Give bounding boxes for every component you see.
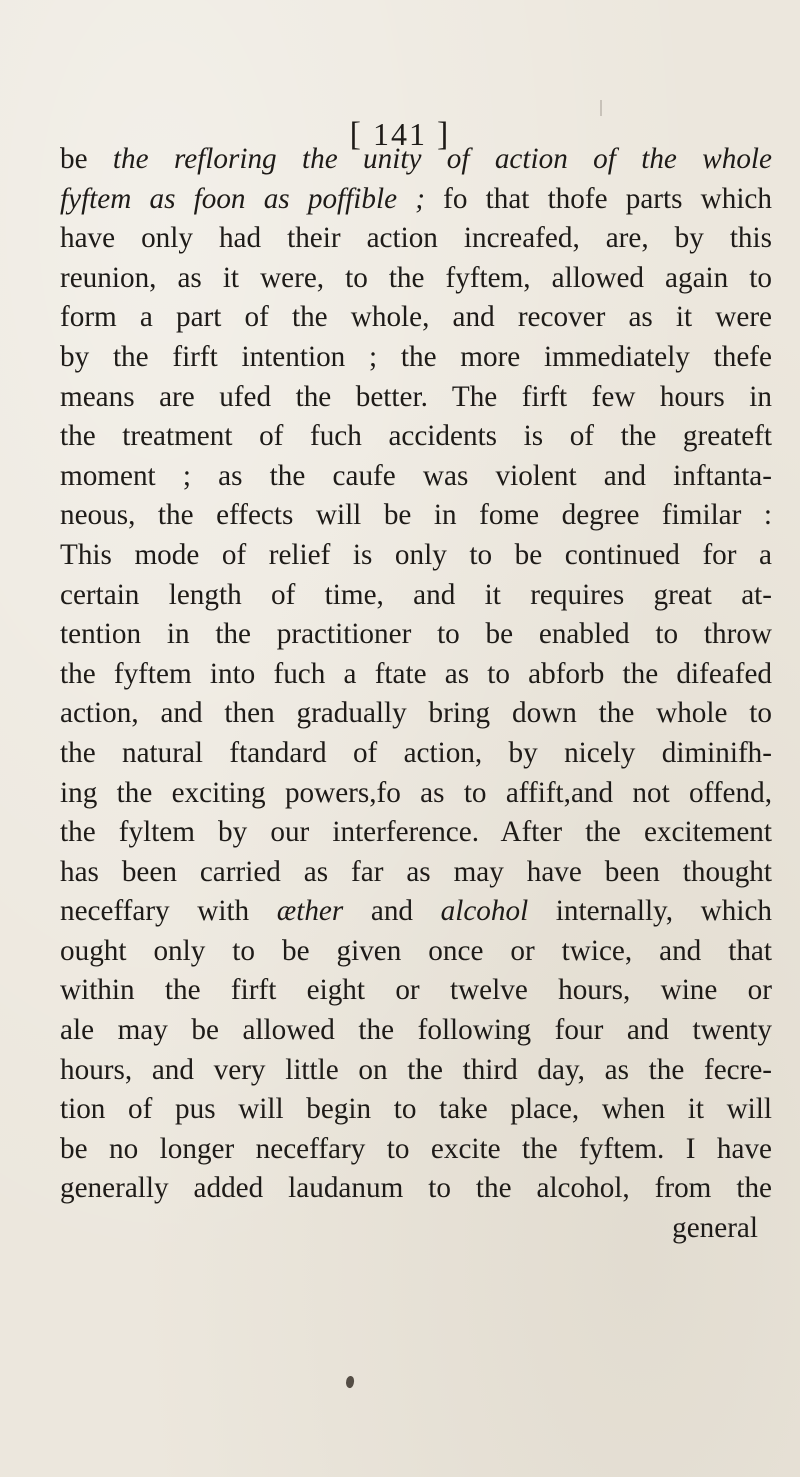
text-segment: This mode of relief is only to be continued for a: [60, 538, 772, 571]
text-segment: means are ufed the better. The firft few hours in: [60, 380, 772, 413]
text-segment: hours, and very little on the third day, as the fecre-: [60, 1053, 772, 1086]
text-segment: be: [60, 143, 113, 175]
text-segment: form a part of the whole, and recover as it were: [60, 301, 772, 334]
text-segment: internally, which: [528, 895, 772, 928]
text-segment: tion of pus will begin to take place, when it will: [60, 1093, 772, 1126]
text-segment: neceffary with: [60, 895, 277, 928]
text-segment: has been carried as far as may have been thought: [60, 855, 772, 888]
text-line: [60, 417, 772, 457]
text-line: [60, 180, 772, 220]
text-line: [60, 813, 772, 853]
text-line: [60, 615, 772, 655]
text-line: [60, 1169, 772, 1209]
text-segment: be no longer neceffary to excite the fyftem. I have: [60, 1132, 772, 1165]
text-line: [60, 892, 772, 932]
catchword: general: [672, 1212, 758, 1245]
text-segment: the fyftem into fuch a ftate as to abforb the difeafed: [60, 657, 772, 690]
text-line: [60, 1011, 772, 1051]
body-text: [60, 140, 772, 1249]
text-line: [60, 219, 772, 259]
text-line: [60, 734, 772, 774]
text-line: [60, 298, 772, 338]
paper-blemish: [600, 100, 602, 116]
text-segment: the treatment of fuch accidents is of the greateft: [60, 420, 772, 453]
text-segment: the natural ftandard of action, by nicely diminifh-: [60, 736, 772, 769]
text-segment: have only had their action increafed, are, by this: [60, 222, 772, 255]
page-number: 141: [373, 116, 427, 152]
text-segment: reunion, as it were, to the fyftem, allowed again to: [60, 261, 772, 294]
text-line: [60, 338, 772, 378]
text-segment: tention in the practitioner to be enabled to throw: [60, 618, 772, 651]
text-segment: certain length of time, and it requires great at-: [60, 578, 772, 611]
text-segment: ing the exciting powers,fo as to affift,and not offend,: [60, 776, 772, 809]
text-segment: and: [343, 895, 441, 928]
text-line: [60, 1051, 772, 1091]
italic-text: æther: [276, 895, 344, 928]
text-line: [60, 378, 772, 418]
ink-speck: [345, 1375, 356, 1389]
text-line: [60, 576, 772, 616]
italic-text: fyftem as foon as poffible ;: [60, 182, 425, 215]
text-line: [60, 457, 772, 497]
text-segment: generally added laudanum to the alcohol, from the: [60, 1172, 772, 1205]
italic-text: the refloring the unity of action of the whole: [112, 143, 772, 175]
italic-text: alcohol: [440, 895, 529, 928]
text-line: [60, 140, 772, 180]
text-segment: fo that thofe parts which: [424, 182, 772, 215]
close-bracket: ]: [437, 116, 451, 153]
text-line: [60, 655, 772, 695]
text-segment: ale may be allowed the following four and twenty: [60, 1014, 772, 1047]
text-line: [60, 536, 772, 576]
text-line: [60, 1090, 772, 1130]
text-segment: neous, the effects will be in fome degree fimilar :: [60, 499, 772, 532]
text-line: [60, 971, 772, 1011]
text-line: [60, 496, 772, 536]
text-segment: action, and then gradually bring down the whole to: [60, 697, 772, 730]
text-segment: moment ; as the caufe was violent and inftanta-: [60, 459, 772, 492]
text-segment: within the firft eight or twelve hours, wine or: [60, 974, 772, 1007]
open-bracket: [: [349, 116, 363, 153]
text-line: [60, 932, 772, 972]
text-line: [60, 694, 772, 734]
text-line: [60, 259, 772, 299]
text-segment: by the firft intention ; the more immediately thefe: [60, 340, 772, 373]
text-line: [60, 774, 772, 814]
text-line: [60, 853, 772, 893]
text-segment: ought only to be given once or twice, and that: [60, 934, 772, 967]
text-line: [60, 1130, 772, 1170]
text-segment: the fyltem by our interference. After the excitement: [60, 816, 772, 849]
